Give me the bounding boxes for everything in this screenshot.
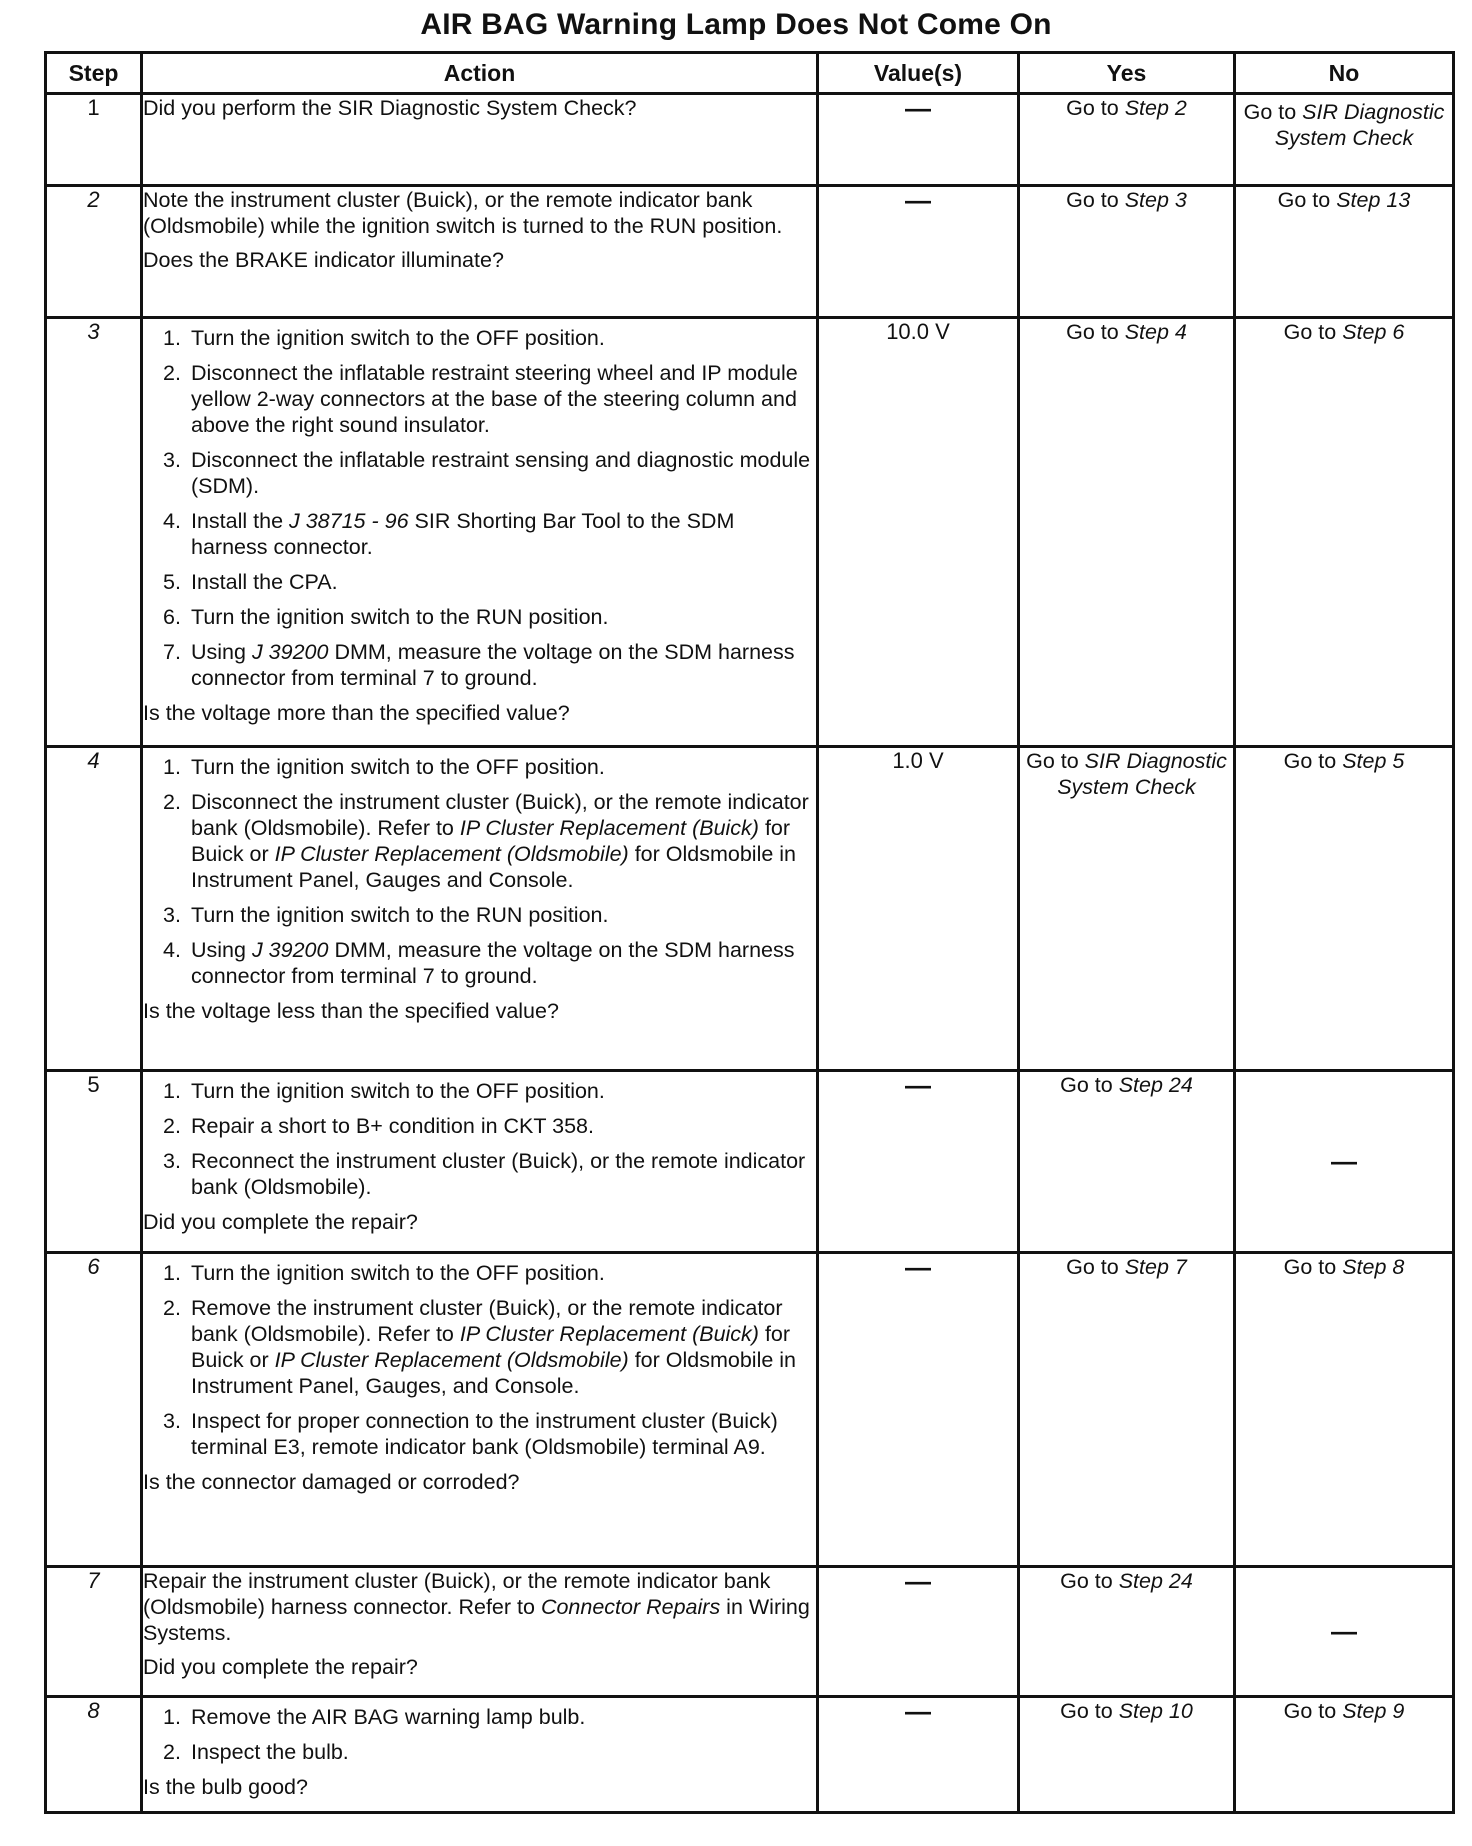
yes-text-emphasis: Step 4 (1124, 320, 1187, 344)
yes-cell (1019, 1071, 1235, 1253)
action-step-text: Install the J 38715 - 96 SIR Shorting Bar Tool to the SDM harness connector. (191, 509, 735, 559)
action-step-text: Turn the ignition switch to the RUN position. (191, 605, 609, 629)
value-text: — (905, 93, 931, 123)
no-text: — (1331, 1615, 1357, 1646)
action-cell (142, 1697, 818, 1813)
no-text-emphasis: SIR Diagnostic System Check (1274, 100, 1445, 150)
action-step-number: 1. (163, 1079, 181, 1103)
yes-text: Go to Step 2 (1066, 96, 1187, 120)
action-step (143, 1148, 816, 1200)
yes-text: Go to Step 4 (1066, 320, 1187, 344)
step-number: 6 (46, 1253, 142, 1567)
no-text: Go to SIR Diagnostic System Check (1243, 100, 1445, 150)
action-question: Did you perform the SIR Diagnostic System Check? (143, 96, 637, 120)
action-step-number: 4. (163, 938, 181, 962)
action-step (143, 1295, 816, 1399)
no-cell (1235, 1697, 1454, 1813)
action-step (143, 508, 816, 560)
action-cell (142, 1253, 818, 1567)
action-steps-list (143, 325, 816, 691)
action-step-text: Repair a short to B+ condition in CKT 358. (191, 1114, 594, 1138)
value-cell (818, 747, 1019, 1071)
action-step (143, 902, 816, 928)
action-step (143, 1408, 816, 1460)
page-title: AIR BAG Warning Lamp Does Not Come On (420, 8, 1052, 41)
action-step (143, 360, 816, 438)
no-cell (1235, 94, 1454, 186)
yes-cell (1019, 1253, 1235, 1567)
step-number: 1 (46, 94, 142, 186)
action-step-number: 2. (163, 361, 181, 385)
no-text-emphasis: Step 9 (1342, 1699, 1405, 1723)
action-step-number: 2. (163, 1740, 181, 1764)
action-step-text-emphasis: IP Cluster Replacement (Buick) (459, 1322, 759, 1346)
action-step-number: 1. (163, 326, 181, 350)
no-text-emphasis: Step 13 (1336, 188, 1411, 212)
action-cell (142, 186, 818, 318)
action-steps-list (143, 1704, 816, 1765)
action-steps-list (143, 1260, 816, 1460)
no-text: — (1331, 1145, 1357, 1176)
value-cell (818, 1071, 1019, 1253)
value-text: — (905, 1252, 931, 1282)
yes-text: Go to Step 24 (1060, 1073, 1193, 1097)
action-step-text: Using J 39200 DMM, measure the voltage on the SDM harness connector from terminal 7 to ground. (191, 640, 795, 690)
header-action: Action (142, 53, 818, 94)
table-row (46, 1697, 1454, 1813)
action-step-text: Inspect for proper connection to the instrument cluster (Buick) terminal E3, remote indicator bank (Oldsmobile) terminal A9. (191, 1409, 778, 1459)
table-row (46, 1567, 1454, 1697)
step-number: 3 (46, 318, 142, 747)
action-step-text: Disconnect the inflatable restraint sensing and diagnostic module (SDM). (191, 448, 811, 498)
action-step-text: Remove the instrument cluster (Buick), or the remote indicator bank (Oldsmobile). Refer to IP Cluster Replacement (Buick) for Buick or IP Cluster Replacement (Oldsmobile) for Oldsmobile in Instrument Panel, Gauges, and Console. (191, 1296, 797, 1398)
yes-text: Go to Step 3 (1066, 188, 1187, 212)
action-step-text: Disconnect the instrument cluster (Buick), or the remote indicator bank (Oldsmobile). Refer to IP Cluster Replacement (Buick) for Buick or IP Cluster Replacement (Oldsmobile) for Oldsmobile in Instrument Panel, Gauges and Console. (191, 790, 809, 892)
action-step-number: 3. (163, 1149, 181, 1173)
action-step (143, 325, 816, 351)
action-step-number: 2. (163, 1114, 181, 1138)
yes-cell (1019, 1567, 1235, 1697)
action-step-number: 3. (163, 903, 181, 927)
action-intro-emphasis: Connector Repairs (540, 1595, 721, 1619)
action-intro: Note the instrument cluster (Buick), or the remote indicator bank (Oldsmobile) while the ignition switch is turned to the RUN position. (143, 188, 783, 238)
value-cell (818, 1567, 1019, 1697)
action-step-text: Inspect the bulb. (191, 1740, 349, 1764)
action-step-text-emphasis: J 38715 - 96 (289, 509, 409, 533)
action-cell (142, 1567, 818, 1697)
yes-cell (1019, 747, 1235, 1071)
header-row (46, 53, 1454, 94)
action-step (143, 754, 816, 780)
action-cell (142, 1071, 818, 1253)
action-step (143, 789, 816, 893)
action-step (143, 1078, 816, 1104)
action-question: Is the voltage less than the specified value? (143, 999, 559, 1023)
action-cell (142, 318, 818, 747)
no-text: Go to Step 13 (1277, 188, 1411, 212)
no-text-emphasis: Step 8 (1342, 1255, 1405, 1279)
step-number: 2 (46, 186, 142, 318)
yes-text-emphasis: Step 3 (1124, 188, 1187, 212)
action-step-text: Turn the ignition switch to the RUN position. (191, 903, 609, 927)
action-steps-list (143, 754, 816, 989)
diagnostic-table (44, 51, 1455, 1814)
yes-text-emphasis: Step 2 (1124, 96, 1187, 120)
table-row (46, 318, 1454, 747)
action-step-text-emphasis: J 39200 (251, 640, 329, 664)
no-text: Go to Step 6 (1283, 320, 1405, 344)
action-step (143, 937, 816, 989)
step-number: 7 (46, 1567, 142, 1697)
action-step-text: Disconnect the inflatable restraint steering wheel and IP module yellow 2-way connectors at the base of the steering column and above the right sound insulator. (191, 361, 798, 437)
action-step-text-emphasis: J 39200 (251, 938, 329, 962)
value-text: 1.0 V (892, 748, 944, 773)
action-step (143, 1739, 816, 1765)
yes-cell (1019, 186, 1235, 318)
yes-text: Go to Step 24 (1060, 1569, 1193, 1593)
action-step-number: 6. (163, 605, 181, 629)
header-step: Step (46, 53, 142, 94)
action-step-number: 3. (163, 1409, 181, 1433)
action-step-text-emphasis: IP Cluster Replacement (Buick) (459, 816, 759, 840)
yes-cell (1019, 94, 1235, 186)
value-text: — (905, 1696, 931, 1726)
value-text: — (905, 1566, 931, 1596)
value-cell (818, 94, 1019, 186)
action-step (143, 569, 816, 595)
action-question: Is the bulb good? (143, 1775, 308, 1799)
value-cell (818, 1253, 1019, 1567)
action-step-number: 5. (163, 570, 181, 594)
yes-text: Go to Step 10 (1060, 1699, 1193, 1723)
action-step-number: 2. (163, 790, 181, 814)
action-step (143, 639, 816, 691)
action-step-text: Using J 39200 DMM, measure the voltage on the SDM harness connector from terminal 7 to ground. (191, 938, 795, 988)
header-no: No (1235, 53, 1454, 94)
value-text: — (905, 185, 931, 215)
yes-text-emphasis: Step 24 (1118, 1569, 1193, 1593)
yes-text-emphasis: SIR Diagnostic System Check (1057, 749, 1227, 799)
action-step-text: Install the CPA. (191, 570, 338, 594)
step-number: 5 (46, 1071, 142, 1253)
action-step (143, 1113, 816, 1139)
action-step (143, 1260, 816, 1286)
no-cell (1235, 747, 1454, 1071)
action-intro: Repair the instrument cluster (Buick), or the remote indicator bank (Oldsmobile) harness connector. Refer to Connector Repairs in Wiring Systems. (143, 1569, 810, 1645)
action-cell (142, 747, 818, 1071)
table-row (46, 186, 1454, 318)
action-step-text-emphasis: IP Cluster Replacement (Oldsmobile) (274, 1348, 629, 1372)
no-text: Go to Step 5 (1283, 749, 1405, 773)
yes-text: Go to Step 7 (1066, 1255, 1187, 1279)
no-cell (1235, 318, 1454, 747)
yes-text: Go to SIR Diagnostic System Check (1026, 749, 1227, 799)
yes-cell (1019, 318, 1235, 747)
action-steps-list (143, 1078, 816, 1200)
table-row (46, 94, 1454, 186)
no-cell (1235, 186, 1454, 318)
yes-text-emphasis: Step 10 (1118, 1699, 1193, 1723)
no-cell (1235, 1567, 1454, 1697)
action-question: Did you complete the repair? (143, 1210, 418, 1234)
action-step-number: 1. (163, 755, 181, 779)
action-step-text: Reconnect the instrument cluster (Buick), or the remote indicator bank (Oldsmobile). (191, 1149, 806, 1199)
yes-text-emphasis: Step 7 (1124, 1255, 1187, 1279)
no-text: Go to Step 9 (1283, 1699, 1405, 1723)
action-step-text: Turn the ignition switch to the OFF position. (191, 755, 605, 779)
action-question: Is the voltage more than the specified value? (143, 701, 570, 725)
no-text-emphasis: Step 5 (1342, 749, 1405, 773)
action-step-number: 7. (163, 640, 181, 664)
action-step-number: 4. (163, 509, 181, 533)
action-step-number: 3. (163, 448, 181, 472)
no-cell (1235, 1071, 1454, 1253)
action-step-text-emphasis: IP Cluster Replacement (Oldsmobile) (274, 842, 629, 866)
yes-text-emphasis: Step 24 (1118, 1073, 1193, 1097)
action-step (143, 447, 816, 499)
action-step-number: 1. (163, 1705, 181, 1729)
table-row (46, 747, 1454, 1071)
table-row (46, 1253, 1454, 1567)
no-text-emphasis: Step 6 (1342, 320, 1405, 344)
action-step (143, 604, 816, 630)
action-step-number: 2. (163, 1296, 181, 1320)
no-text: Go to Step 8 (1283, 1255, 1405, 1279)
step-number: 8 (46, 1697, 142, 1813)
action-cell (142, 94, 818, 186)
action-question: Does the BRAKE indicator illuminate? (143, 248, 504, 272)
action-question: Is the connector damaged or corroded? (143, 1470, 520, 1494)
yes-cell (1019, 1697, 1235, 1813)
action-step-text: Turn the ignition switch to the OFF position. (191, 1079, 605, 1103)
action-step-text: Turn the ignition switch to the OFF position. (191, 1261, 605, 1285)
value-cell (818, 1697, 1019, 1813)
action-question: Did you complete the repair? (143, 1655, 418, 1679)
value-cell (818, 186, 1019, 318)
action-step-number: 1. (163, 1261, 181, 1285)
value-cell (818, 318, 1019, 747)
table-row (46, 1071, 1454, 1253)
action-step (143, 1704, 816, 1730)
action-step-text: Turn the ignition switch to the OFF position. (191, 326, 605, 350)
header-values: Value(s) (818, 53, 1019, 94)
value-text: — (905, 1070, 931, 1100)
value-text: 10.0 V (886, 319, 950, 344)
header-yes: Yes (1019, 53, 1235, 94)
no-cell (1235, 1253, 1454, 1567)
action-step-text: Remove the AIR BAG warning lamp bulb. (191, 1705, 586, 1729)
step-number: 4 (46, 747, 142, 1071)
